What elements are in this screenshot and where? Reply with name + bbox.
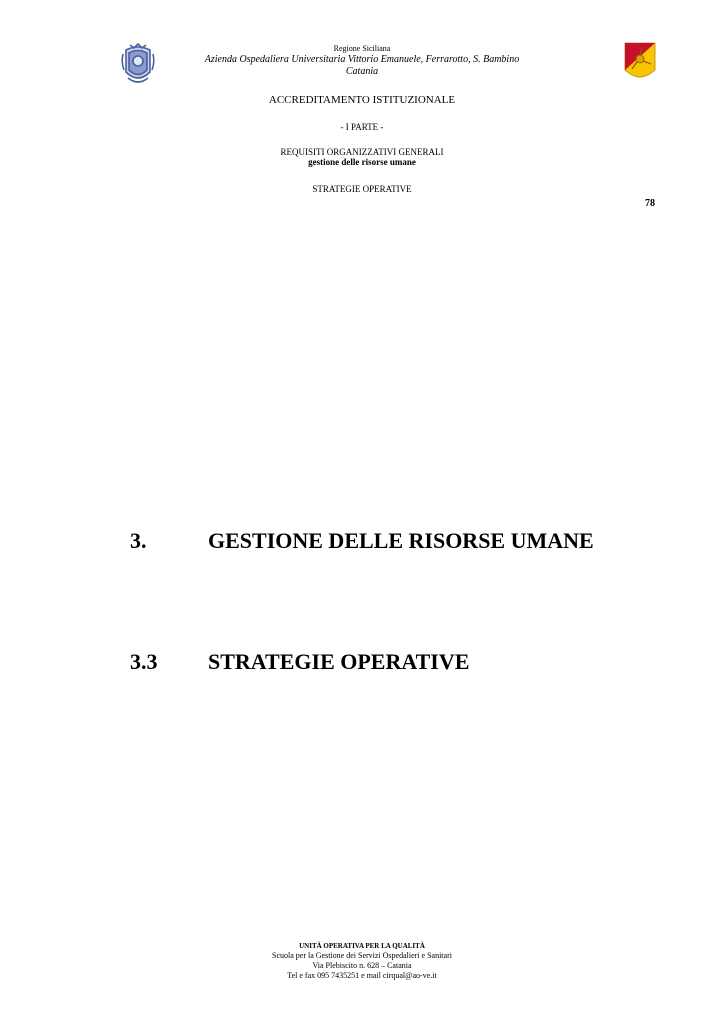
document-title: ACCREDITAMENTO ISTITUZIONALE bbox=[268, 94, 456, 106]
requirements-heading: REQUISITI ORGANIZZATIVI GENERALI bbox=[280, 147, 444, 157]
requirements-subheading: gestione delle risorse umane bbox=[308, 157, 416, 167]
subsection-title: STRATEGIE OPERATIVE bbox=[208, 649, 470, 674]
section-number: 3. bbox=[130, 528, 147, 553]
region-name: Regione Siciliana bbox=[333, 44, 391, 53]
subsection-number: 3.3 bbox=[130, 649, 158, 674]
hospital-name: Azienda Ospedaliera Universitaria Vittorio Emanuele, Ferrarotto, S. Bambino bbox=[204, 54, 520, 65]
footer-school: Scuola per la Gestione dei Servizi Ospedalieri e Sanitari bbox=[272, 951, 452, 960]
hospital-city: Catania bbox=[345, 66, 379, 77]
footer-address: Via Plebiscito n. 628 – Catania bbox=[312, 961, 412, 970]
section-label: STRATEGIE OPERATIVE bbox=[312, 184, 412, 194]
section-title: GESTIONE DELLE RISORSE UMANE bbox=[208, 528, 594, 553]
page-number: 78 bbox=[645, 198, 655, 209]
footer-contact: Tel e fax 095 7435251 e mail cirqual@ao-ve.it bbox=[287, 971, 437, 980]
footer-unit: UNITÀ OPERATIVA PER LA QUALITÀ bbox=[299, 942, 425, 950]
document-part: - I PARTE - bbox=[340, 122, 384, 132]
